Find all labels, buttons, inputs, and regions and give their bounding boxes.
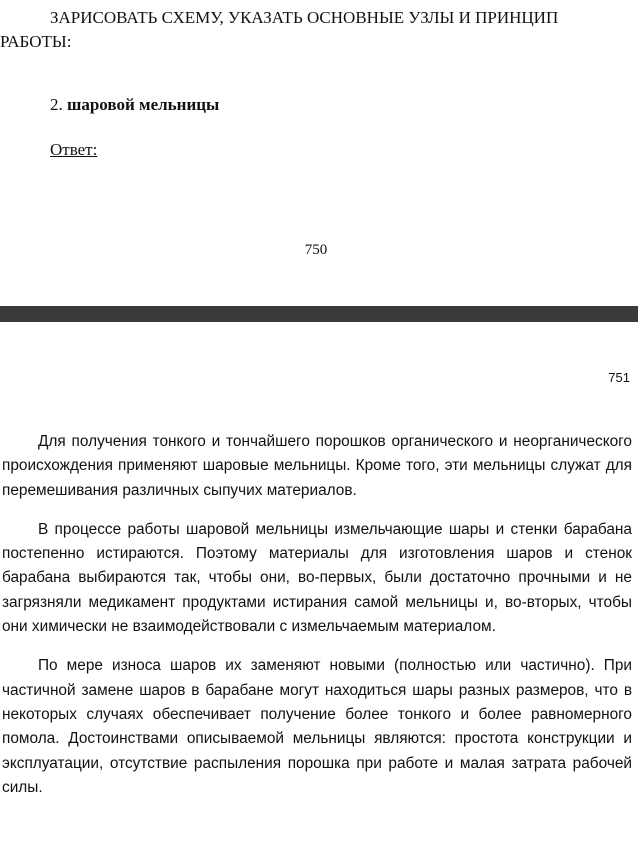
page-separator — [0, 306, 638, 322]
page-number-750: 750 — [304, 242, 328, 258]
body-text — [2, 430, 632, 815]
paragraph-1: Для получения тонкого и тончайшего порошков органического и неорганического происхождения применяют шаровые мельницы. Кроме того, эти мельницы служат для перемешивания различных сыпучих материалов. — [2, 433, 632, 499]
paragraph-3: По мере износа шаров их заменяют новыми (полностью или частично). При частичной замене шаров в барабане могут находиться шары разных размеров, что в некоторых случаях обеспечивает получение более тонкого и более равномерного помола. Достоинствами описываемой мельницы являются: простота конструкции и эксплуатации, отсутствие распыления порошка при работе и малая затрата рабочей силы. — [2, 657, 632, 796]
item-number: 2. — [50, 95, 63, 114]
page-number-751: 751 — [608, 370, 630, 385]
task-item — [50, 93, 219, 117]
document-page-751 — [0, 322, 638, 847]
answer-label: Ответ: — [50, 140, 98, 159]
task-heading: ЗАРИСОВАТЬ СХЕМУ, УКАЗАТЬ ОСНОВНЫЕ УЗЛЫ И ПРИНЦИП РАБОТЫ: — [0, 8, 559, 51]
paragraph-2: В процессе работы шаровой мельницы измельчающие шары и стенки барабана постепенно истираются. Поэтому материалы для изготовления шаров и стенок барабана выбираются так, чтобы они, во-первых, были достаточно прочными и не загрязняли медикамент продуктами истирания самой мельницы и, во-вторых, чтобы они химически не взаимодействовали с измельчаемым материалом. — [2, 520, 632, 636]
document-page-750 — [0, 0, 638, 306]
item-title: шаровой мельницы — [67, 95, 220, 114]
